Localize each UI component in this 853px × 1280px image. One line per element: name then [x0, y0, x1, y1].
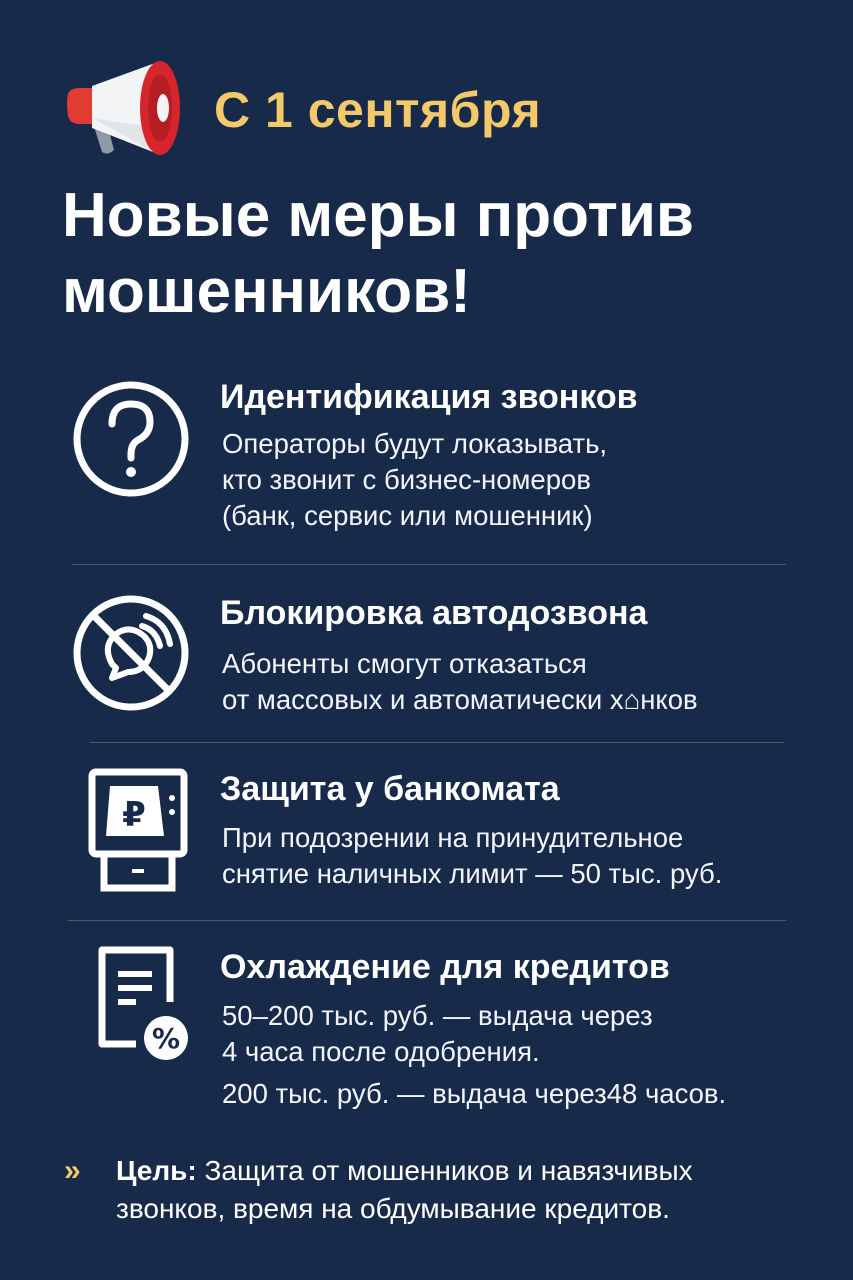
item-description: [222, 998, 726, 1112]
divider: [72, 564, 786, 565]
item-description-line: Абоненты смогут отказаться: [222, 648, 587, 679]
item-description: [222, 646, 698, 718]
chevron-right-icon: »: [64, 1154, 75, 1187]
svg-text:%: %: [151, 1022, 181, 1055]
item-title: Защита у банкомата: [220, 770, 560, 808]
divider: [68, 920, 786, 921]
footer-text: [116, 1152, 693, 1228]
page-title: [62, 178, 802, 330]
megaphone-icon: [62, 58, 186, 162]
item-title: Блокировка автодозвона: [220, 594, 648, 632]
title-line-2: мошенников!: [62, 257, 471, 326]
item-description-line: Операторы будут локазывать,: [222, 428, 608, 459]
svg-text:₽: ₽: [122, 795, 146, 835]
item-title: Идентификация звонков: [220, 378, 638, 416]
footer-label: Цель:: [116, 1155, 197, 1186]
divider: [90, 742, 784, 743]
title-line-1: Новые меры против: [62, 181, 695, 250]
atm-ruble-icon: [88, 768, 188, 894]
footer-line-1: Защита от мошенников и навязчивых: [196, 1155, 693, 1186]
question-circle-icon: [72, 380, 190, 498]
item-description-line: При подозрении на принудительное: [222, 822, 684, 853]
item-description-line: 4 часа после одобрения.: [222, 1036, 540, 1067]
item-description: [222, 820, 722, 892]
document-percent-icon: [96, 946, 188, 1064]
footer-line-2: звонков, время на обдумывание кредитов.: [116, 1193, 670, 1224]
item-description: [222, 426, 607, 534]
header-date: С 1 сентября: [214, 82, 542, 138]
no-calls-icon: [72, 594, 190, 712]
item-description-line: снятие наличных лимит — 50 тыс. руб.: [222, 858, 723, 889]
item-title: Охлаждение для кредитов: [220, 948, 670, 986]
header: [62, 58, 541, 162]
item-description-line: кто звонит с бизнес-номеров: [222, 464, 591, 495]
item-description-line: от массовых и автоматически х⌂нков: [222, 684, 698, 715]
item-description-line: (банк, сервис или мошенник): [222, 500, 593, 531]
item-description-line: 50–200 тыс. руб. — выдача через: [222, 1000, 653, 1031]
item-description-line: 200 тыс. руб. — выдача через48 часов.: [222, 1078, 727, 1109]
